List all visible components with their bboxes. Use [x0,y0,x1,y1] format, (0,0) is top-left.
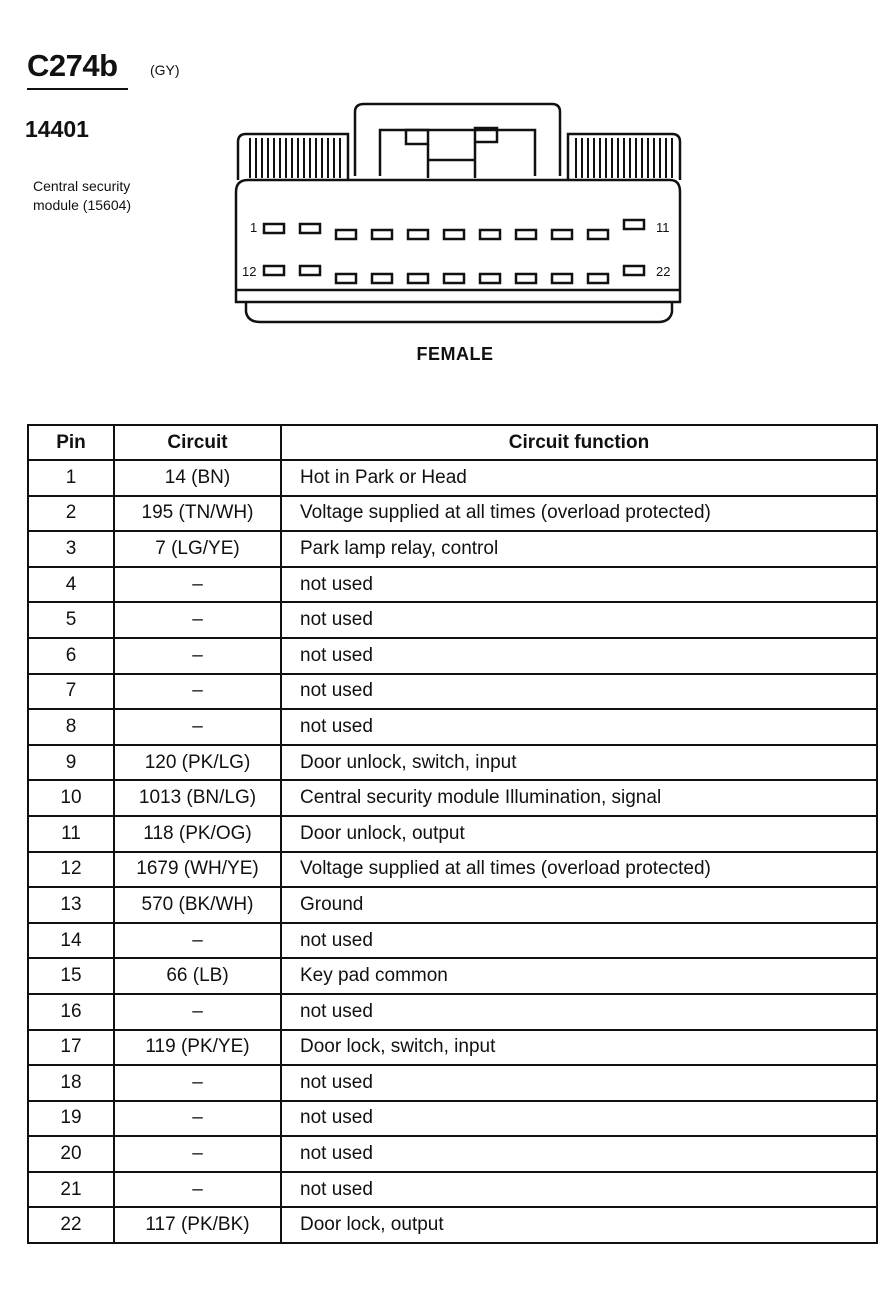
title-underline [27,88,128,90]
function-cell: not used [281,1065,877,1101]
pin-cell: 21 [28,1172,114,1208]
function-cell: not used [281,602,877,638]
table-row [28,602,877,638]
pin-cell: 16 [28,994,114,1030]
part-number: 14401 [25,116,89,142]
function-cell: not used [281,1101,877,1137]
circuit-cell: 66 (LB) [114,958,281,994]
circuit-cell: 1013 (BN/LG) [114,780,281,816]
pin-cell: 19 [28,1101,114,1137]
function-cell: Key pad common [281,958,877,994]
pin-cell: 18 [28,1065,114,1101]
circuit-cell: – [114,638,281,674]
pinout-table [27,424,878,1244]
table-row [28,745,877,781]
circuit-cell: 195 (TN/WH) [114,496,281,532]
table-row [28,1172,877,1208]
table-row [28,460,877,496]
circuit-cell: – [114,674,281,710]
function-cell: Door unlock, output [281,816,877,852]
function-cell: not used [281,709,877,745]
module-description: Central security module (15604) [33,178,132,213]
pin-cell: 6 [28,638,114,674]
function-cell: not used [281,1136,877,1172]
function-cell: Central security module Illumination, signal [281,780,877,816]
circuit-cell: 570 (BK/WH) [114,887,281,923]
pin-cell: 12 [28,852,114,888]
circuit-cell: – [114,1065,281,1101]
pin-cell: 2 [28,496,114,532]
circuit-cell: 120 (PK/LG) [114,745,281,781]
function-cell: Door lock, switch, input [281,1030,877,1066]
function-cell: Voltage supplied at all times (overload protected) [281,852,877,888]
pin-label-11: 11 [656,220,670,235]
circuit-cell: 7 (LG/YE) [114,531,281,567]
function-cell: not used [281,994,877,1030]
table-row [28,852,877,888]
connector-face-diagram [230,100,690,340]
function-cell: Ground [281,887,877,923]
circuit-cell: – [114,1172,281,1208]
connector-gender-label: FEMALE [416,344,494,364]
pin-cell: 4 [28,567,114,603]
table-row [28,923,877,959]
table-row [28,709,877,745]
function-cell: Door lock, output [281,1207,877,1243]
table-row [28,1101,877,1137]
pin-cell: 8 [28,709,114,745]
header-function: Circuit function [281,425,877,460]
function-cell: not used [281,638,877,674]
function-cell: Park lamp relay, control [281,531,877,567]
circuit-cell: 117 (PK/BK) [114,1207,281,1243]
pin-label-12: 12 [242,264,257,279]
pin-cell: 10 [28,780,114,816]
circuit-cell: 1679 (WH/YE) [114,852,281,888]
table-header-row [28,425,877,460]
pin-cell: 20 [28,1136,114,1172]
circuit-cell: – [114,602,281,638]
function-cell: not used [281,1172,877,1208]
table-row [28,958,877,994]
function-cell: not used [281,567,877,603]
pinout-table-body [28,460,877,1243]
circuit-cell: 119 (PK/YE) [114,1030,281,1066]
circuit-cell: – [114,923,281,959]
table-row [28,496,877,532]
pin-cell: 7 [28,674,114,710]
pin-cell: 15 [28,958,114,994]
table-row [28,567,877,603]
circuit-cell: – [114,1136,281,1172]
pin-cell: 9 [28,745,114,781]
table-row [28,887,877,923]
table-row [28,1207,877,1243]
table-row [28,531,877,567]
table-row [28,674,877,710]
pin-label-1: 1 [250,220,258,235]
pin-cell: 22 [28,1207,114,1243]
table-row [28,780,877,816]
pin-cell: 11 [28,816,114,852]
table-row [28,1136,877,1172]
function-cell: Hot in Park or Head [281,460,877,496]
table-row [28,816,877,852]
table-row [28,1065,877,1101]
pin-label-22: 22 [656,264,671,279]
function-cell: Voltage supplied at all times (overload protected) [281,496,877,532]
circuit-cell: – [114,567,281,603]
pin-cell: 14 [28,923,114,959]
pin-cell: 3 [28,531,114,567]
table-row [28,1030,877,1066]
connector-color: (GY) [150,62,180,78]
table-row [28,638,877,674]
header-circuit: Circuit [114,425,281,460]
function-cell: not used [281,674,877,710]
pin-cell: 13 [28,887,114,923]
circuit-cell: – [114,1101,281,1137]
pin-cell: 5 [28,602,114,638]
table-row [28,994,877,1030]
function-cell: Door unlock, switch, input [281,745,877,781]
circuit-cell: 118 (PK/OG) [114,816,281,852]
connector-id: C274b [27,48,118,83]
circuit-cell: 14 (BN) [114,460,281,496]
pin-cell: 17 [28,1030,114,1066]
header-pin: Pin [28,425,114,460]
circuit-cell: – [114,994,281,1030]
function-cell: not used [281,923,877,959]
pin-cell: 1 [28,460,114,496]
circuit-cell: – [114,709,281,745]
